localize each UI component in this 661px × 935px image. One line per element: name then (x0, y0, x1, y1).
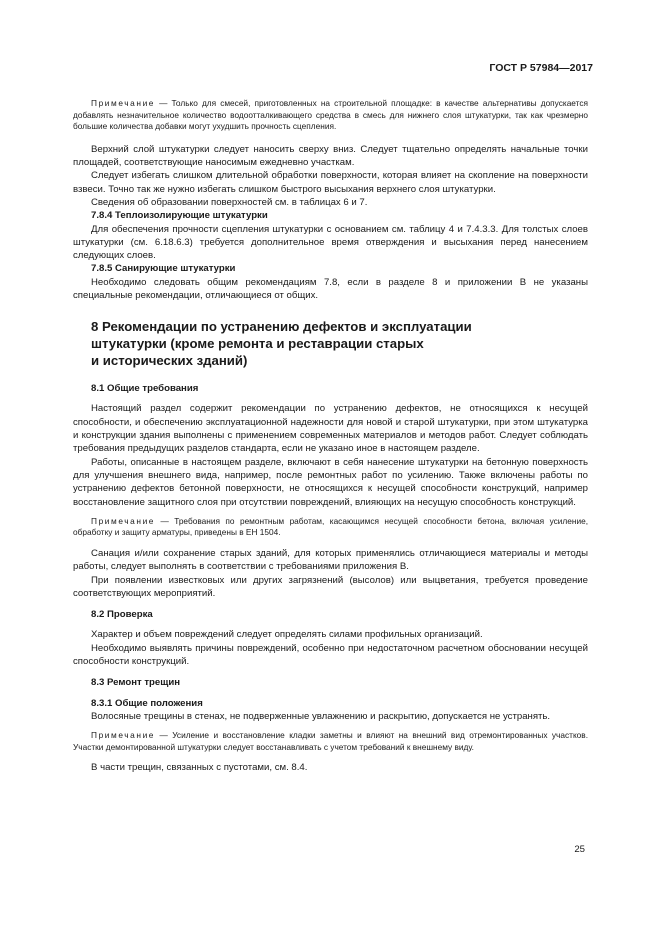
paragraph: Верхний слой штукатурки следует наносить сверху вниз. Следует тщательно определять начальные точки площадей, соответствующие наносимым ежедневно участкам. (73, 143, 588, 169)
paragraph: Волосяные трещины в стенах, не подверженные увлажнению и раскрытию, допускается не устранять. (91, 710, 551, 722)
subsection-heading-7-8-5: 7.8.5 Санирующие штукатурки (91, 263, 236, 275)
paragraph: Следует избегать слишком длительной обработки поверхности, которая влияет на скопление на поверхности взвеси. Точно так же нужно избегать слишком быстрого высыхания верхнего слоя штукатурки. (73, 170, 588, 195)
paragraph: При появлении известковых или других загрязнений (высолов) или выцветания, требуется проведение соответствующих мероприятий. (73, 574, 588, 599)
subsection-heading-8-3: 8.3 Ремонт трещин (91, 677, 181, 689)
note-1: Примечание — Только для смесей, приготовленных на строительной площадке: в качестве альтернативы допускается добавлять незначительное количество водоотталкивающего средства в смесь для нижнего слоя штукатурки, так как чрезмерно большие количества добавки могут ухудшить прочность сцепления. (73, 98, 588, 132)
note-label: Примечание (91, 98, 156, 108)
paragraph: Настоящий раздел содержит рекомендации по устранению дефектов, не относящихся к несущей способности, и обеспечению эксплуатационной надежности для новой и старой штукатурки, при этом штукатурка и конструкции здания выполнены с применением современных материалов и методов работ. Следует соблюдать требования предыдущих разделов стандарта, если не указано иное в настоящем разделе. (73, 403, 588, 455)
subsection-heading-7-8-4: 7.8.4 Теплоизолирующие штукатурки (91, 210, 268, 222)
subsection-heading-8-1: 8.1 Общие требования (91, 383, 199, 395)
paragraph: Для обеспечения прочности сцепления штукатурки с основанием см. таблицу 4 и 7.4.3.3. Для толстых слоев штукатурки (см. 6.18.6.3) требуется дополнительное время отверждения и высыхания перед нанесением следующих слоев. (73, 223, 588, 262)
page-content (73, 98, 588, 775)
paragraph: Необходимо выявлять причины повреждений, особенно при недостаточном расчетном обосновании несущей способности конструкций. (73, 642, 588, 668)
paragraph: Санация и/или сохранение старых зданий, для которых применялись отличающиеся материалы и методы работы, следует выполнять в соответствии с требованиями приложения В. (73, 547, 588, 573)
note-2: Примечание — Требования по ремонтным работам, касающимся несущей способности бетона, включая усиление, обработку и защиту арматуры, приведены в ЕН 1504. (73, 515, 588, 538)
paragraph: Характер и объем повреждений следует определять силами профильных организаций. (91, 629, 483, 641)
subsection-heading-8-3-1: 8.3.1 Общие положения (91, 697, 203, 709)
note-label: Примечание (91, 730, 156, 741)
standard-header: ГОСТ Р 57984—2017 (489, 62, 593, 74)
paragraph: Работы, описанные в настоящем разделе, включают в себя нанесение штукатурки на бетонную поверхность для улучшения внешнего вида, например, после ремонтных работ по усилению. Также включены работы по устранению дефектов бетонной поверхности, не относящихся к несущей способности конструкций, например восстановление защитного слоя при отсутствии повреждений, влияющих на несущую способность конструкций. (73, 456, 588, 508)
section-heading-8: 8 Рекомендации по устранению дефектов и эксплуатации штукатурки (кроме ремонта и реставрации старых и исторических зданий) (91, 319, 472, 368)
page-number: 25 (574, 844, 585, 855)
note-3: Примечание — Усиление и восстановление кладки заметны и влияют на внешний вид отремонтированных участков. Участки демонтированной штукатурки следует восстанавливать с учетом требований к внешнему виду. (73, 730, 588, 752)
note-label: Примечание (91, 515, 156, 526)
subsection-heading-8-2: 8.2 Проверка (91, 609, 153, 621)
paragraph: В части трещин, связанных с пустотами, см. 8.4. (91, 762, 308, 774)
paragraph: Необходимо следовать общим рекомендациям 7.8, если в разделе 8 и приложении В не указаны специальные рекомендации, отличающиеся от общих. (73, 276, 588, 302)
paragraph: Сведения об образовании поверхностей см. в таблицах 6 и 7. (91, 196, 368, 208)
